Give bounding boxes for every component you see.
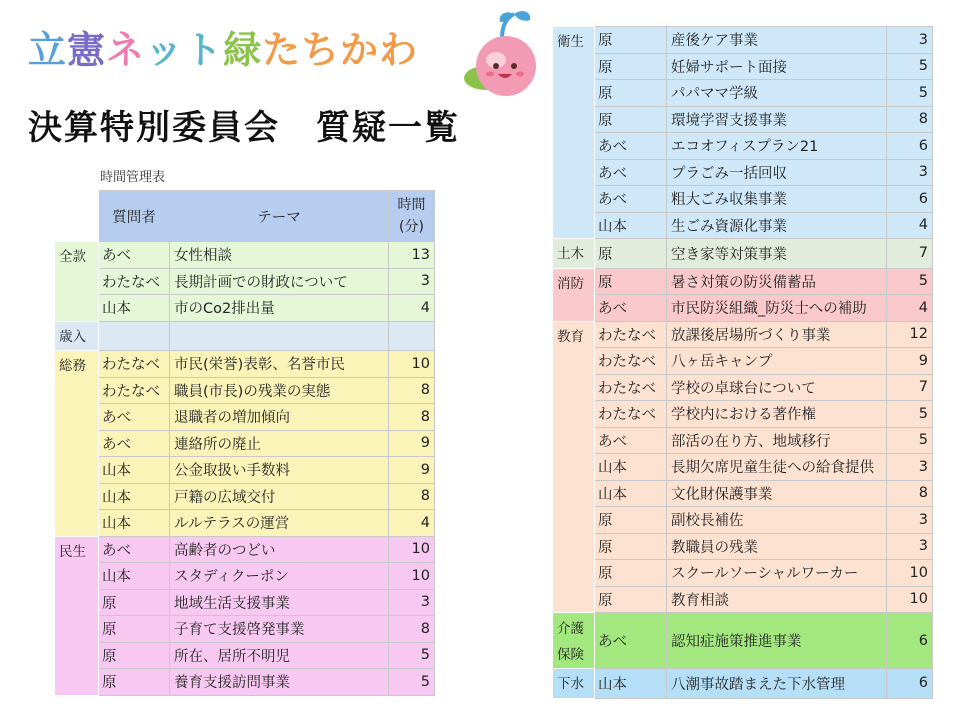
theme-cell: 認知症施策推進事業 (667, 613, 887, 669)
theme-cell: 女性相談 (170, 242, 389, 269)
time-cell: 5 (887, 80, 933, 107)
theme-cell: 環境学習支援事業 (667, 106, 887, 133)
time-cell: 5 (887, 268, 933, 295)
table-row (55, 589, 435, 616)
questioner-cell: 原 (595, 268, 667, 295)
time-cell: 3 (887, 507, 933, 534)
theme-cell: 市民防災組織_防災士への補助 (667, 295, 887, 322)
table-row (55, 669, 435, 696)
table-row (55, 295, 435, 322)
questioner-cell: あべ (595, 186, 667, 213)
theme-cell: 妊婦サポート面接 (667, 53, 887, 80)
questioner-cell: 山本 (595, 669, 667, 699)
table-row (55, 377, 435, 404)
time-cell: 6 (887, 613, 933, 669)
theme-cell: 養育支援訪問事業 (170, 669, 389, 696)
table-row (553, 239, 933, 269)
theme-cell: ルルテラスの運営 (170, 510, 389, 537)
time-cell: 9 (389, 457, 435, 484)
logo-text: 立憲ネット緑たちかわ (28, 27, 419, 72)
questioner-cell: わたなべ (99, 268, 170, 295)
questioner-cell: 山本 (595, 212, 667, 239)
theme-cell: 退職者の増加傾向 (170, 404, 389, 431)
table-row (553, 295, 933, 322)
questioner-cell: 原 (99, 616, 170, 643)
table-row (55, 510, 435, 537)
time-cell: 6 (887, 133, 933, 160)
questioner-cell: 原 (99, 669, 170, 696)
table-row (55, 642, 435, 669)
theme-cell: 暑さ対策の防災備蓄品 (667, 268, 887, 295)
category-label: 教育 (553, 321, 595, 613)
time-cell: 4 (887, 295, 933, 322)
category-label: 土木 (553, 239, 595, 269)
time-cell: 3 (389, 589, 435, 616)
category-label: 下水 (553, 669, 595, 699)
time-cell: 8 (389, 483, 435, 510)
time-cell (389, 321, 435, 351)
header-theme: テーマ (170, 191, 389, 242)
theme-cell: 市民(栄誉)表彰、名誉市民 (170, 351, 389, 378)
time-cell: 8 (389, 404, 435, 431)
questioner-cell: あべ (595, 133, 667, 160)
time-cell: 6 (887, 186, 933, 213)
time-cell: 7 (887, 374, 933, 401)
theme-cell: エコオフィスプラン21 (667, 133, 887, 160)
time-cell: 5 (389, 669, 435, 696)
time-cell: 5 (887, 53, 933, 80)
questioner-cell: あべ (99, 242, 170, 269)
questioner-cell: あべ (99, 430, 170, 457)
questioner-cell: 原 (595, 27, 667, 54)
questioner-cell: 山本 (99, 483, 170, 510)
questioner-cell (99, 321, 170, 351)
table-row (553, 268, 933, 295)
questioner-cell: 山本 (99, 457, 170, 484)
theme-cell: 連絡所の廃止 (170, 430, 389, 457)
theme-cell: パパママ学級 (667, 80, 887, 107)
time-cell: 10 (389, 536, 435, 563)
theme-cell: 教育相談 (667, 586, 887, 613)
questioner-cell: 山本 (595, 454, 667, 481)
time-cell: 5 (389, 642, 435, 669)
category-label: 民生 (55, 536, 99, 695)
table-row (553, 401, 933, 428)
questioner-cell: あべ (595, 613, 667, 669)
table-row (553, 613, 933, 669)
table-row (553, 586, 933, 613)
table-row (55, 563, 435, 590)
category-label: 衛生 (553, 27, 595, 239)
questioner-cell: わたなべ (595, 401, 667, 428)
category-label: 総務 (55, 351, 99, 537)
table-row (55, 242, 435, 269)
theme-cell: 放課後居場所づくり事業 (667, 321, 887, 348)
questioner-cell: あべ (595, 427, 667, 454)
questioner-cell: わたなべ (595, 348, 667, 375)
table-row (553, 507, 933, 534)
time-cell: 8 (887, 106, 933, 133)
time-cell: 10 (389, 351, 435, 378)
theme-cell: 学校の卓球台について (667, 374, 887, 401)
questioner-cell: 原 (595, 53, 667, 80)
table-row (553, 480, 933, 507)
theme-cell: 文化財保護事業 (667, 480, 887, 507)
theme-cell: 粗大ごみ収集事業 (667, 186, 887, 213)
time-cell: 4 (389, 295, 435, 322)
questioner-cell: あべ (99, 536, 170, 563)
theme-cell: 所在、居所不明児 (170, 642, 389, 669)
table-row (553, 560, 933, 587)
theme-cell: 公金取扱い手数料 (170, 457, 389, 484)
questioner-cell: 原 (595, 507, 667, 534)
questioner-cell: あべ (99, 404, 170, 431)
questioner-cell: わたなべ (595, 321, 667, 348)
theme-cell: 学校内における著作権 (667, 401, 887, 428)
table-row (55, 457, 435, 484)
table-row (553, 427, 933, 454)
table-row (55, 351, 435, 378)
theme-cell: スタディクーポン (170, 563, 389, 590)
questioner-cell: 原 (595, 239, 667, 269)
table-row (55, 483, 435, 510)
table-row (553, 374, 933, 401)
questioner-cell: 山本 (595, 480, 667, 507)
theme-cell: 戸籍の広域交付 (170, 483, 389, 510)
questioner-cell: 原 (595, 106, 667, 133)
table-row (553, 133, 933, 160)
time-cell: 3 (887, 159, 933, 186)
time-cell: 4 (887, 212, 933, 239)
questioner-cell: 山本 (99, 563, 170, 590)
right-question-table (552, 26, 933, 699)
questioner-cell: あべ (595, 295, 667, 322)
theme-cell: 市のCo2排出量 (170, 295, 389, 322)
time-cell: 5 (887, 401, 933, 428)
questioner-cell: 原 (595, 80, 667, 107)
table-row (553, 53, 933, 80)
questioner-cell: 原 (595, 586, 667, 613)
questioner-cell: 山本 (99, 295, 170, 322)
time-cell: 12 (887, 321, 933, 348)
category-label: 歳入 (55, 321, 99, 351)
theme-cell: 教職員の残業 (667, 533, 887, 560)
table-row (553, 321, 933, 348)
time-cell: 13 (389, 242, 435, 269)
table-row (553, 27, 933, 54)
theme-cell: 空き家等対策事業 (667, 239, 887, 269)
category-label: 消防 (553, 268, 595, 321)
category-label: 全款 (55, 242, 99, 322)
theme-cell: 地域生活支援事業 (170, 589, 389, 616)
time-cell: 3 (887, 454, 933, 481)
time-cell: 10 (389, 563, 435, 590)
theme-cell: 高齢者のつどい (170, 536, 389, 563)
questioner-cell: 原 (595, 560, 667, 587)
time-cell: 5 (887, 427, 933, 454)
theme-cell: 子育て支援啓発事業 (170, 616, 389, 643)
table-row (553, 186, 933, 213)
theme-cell: 職員(市長)の残業の実態 (170, 377, 389, 404)
table-row (553, 80, 933, 107)
time-cell: 10 (887, 560, 933, 587)
theme-cell: 産後ケア事業 (667, 27, 887, 54)
theme-cell (170, 321, 389, 351)
theme-cell: 長期欠席児童生徒への給食提供 (667, 454, 887, 481)
table-caption: 時間管理表 (100, 170, 166, 185)
questioner-cell: あべ (595, 159, 667, 186)
time-cell: 8 (389, 377, 435, 404)
theme-cell: 長期計画での財政について (170, 268, 389, 295)
table-row (553, 159, 933, 186)
table-row (55, 536, 435, 563)
time-cell: 3 (887, 533, 933, 560)
table-row (553, 669, 933, 699)
table-row (55, 321, 435, 351)
table-row (553, 348, 933, 375)
questioner-cell: わたなべ (595, 374, 667, 401)
theme-cell: 八ヶ岳キャンプ (667, 348, 887, 375)
table-header-row (55, 191, 435, 242)
left-question-table (54, 190, 435, 696)
time-cell: 10 (887, 586, 933, 613)
table-row (55, 268, 435, 295)
questioner-cell: わたなべ (99, 351, 170, 378)
time-cell: 3 (389, 268, 435, 295)
table-row (553, 454, 933, 481)
time-cell: 8 (887, 480, 933, 507)
table-row (55, 404, 435, 431)
time-cell: 9 (389, 430, 435, 457)
mascot-logo-icon (462, 8, 540, 100)
logo (28, 18, 418, 74)
theme-cell: 副校長補佐 (667, 507, 887, 534)
questioner-cell: わたなべ (99, 377, 170, 404)
questioner-cell: 山本 (99, 510, 170, 537)
time-cell: 8 (389, 616, 435, 643)
theme-cell: スクールソーシャルワーカー (667, 560, 887, 587)
time-cell: 3 (887, 27, 933, 54)
header-time: 時間 (分) (389, 191, 435, 242)
questioner-cell: 原 (99, 589, 170, 616)
category-label: 介護 保険 (553, 613, 595, 669)
table-row (553, 106, 933, 133)
table-row (553, 533, 933, 560)
table-row (553, 212, 933, 239)
time-cell: 6 (887, 669, 933, 699)
page-title: 決算特別委員会 質疑一覧 (28, 108, 460, 148)
table-row (55, 430, 435, 457)
table-row (55, 616, 435, 643)
theme-cell: 八潮事故踏まえた下水管理 (667, 669, 887, 699)
theme-cell: 部活の在り方、地域移行 (667, 427, 887, 454)
questioner-cell: 原 (595, 533, 667, 560)
header-questioner: 質問者 (99, 191, 170, 242)
time-cell: 7 (887, 239, 933, 269)
time-cell: 9 (887, 348, 933, 375)
questioner-cell: 原 (99, 642, 170, 669)
theme-cell: プラごみ一括回収 (667, 159, 887, 186)
theme-cell: 生ごみ資源化事業 (667, 212, 887, 239)
time-cell: 4 (389, 510, 435, 537)
